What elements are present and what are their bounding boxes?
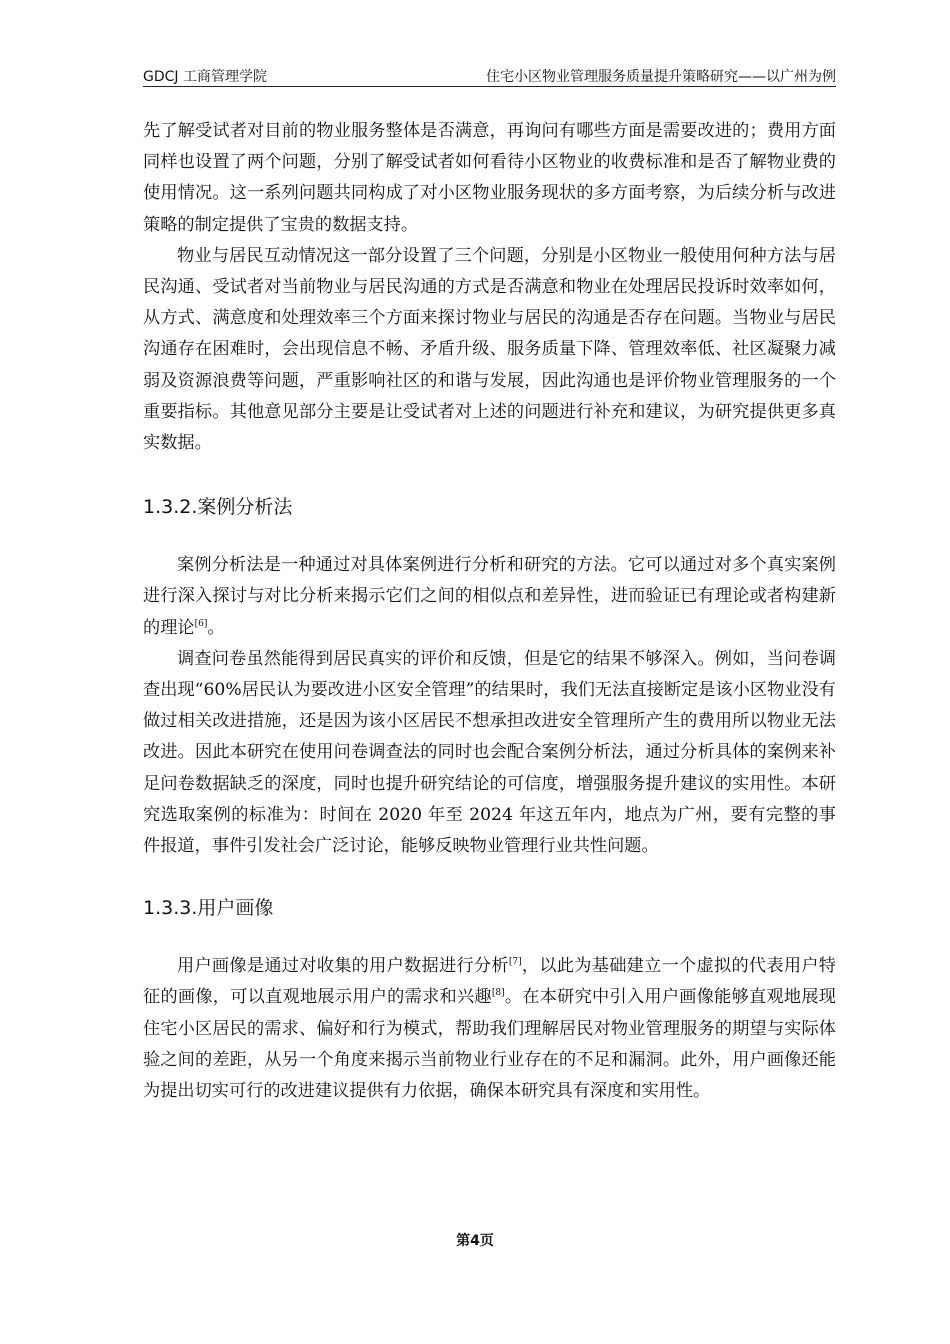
header-thesis-title: 住宅小区物业管理服务质量提升策略研究——以广州为例 xyxy=(486,69,836,85)
paragraph-text-end: 。 xyxy=(207,617,225,638)
paragraph-text-a: 用户画像是通过对收集的用户数据进行分析 xyxy=(177,956,509,977)
paragraph-text-b: ，以此为基础建立一个虚拟的代表用户特征的画像，可以直观地展示用户的需求和兴趣 xyxy=(143,956,836,1008)
citation-8: [8] xyxy=(491,988,505,999)
citation-7: [7] xyxy=(508,957,522,968)
paragraph-case-analysis-definition xyxy=(143,550,836,644)
paragraph-text-c: 。在本研究中引入用户画像能够直观地展现住宅小区居民的需求、偏好和行为模式，帮助我们理解居民对物业管理服务的期望与实际体验之间的差距，从另一个角度来揭示当前物业行业存在的不足和漏洞。此外，用户画像还能为提出切实可行的改进建议提供有力依据，确保本研究具有深度和实用性。 xyxy=(143,987,836,1102)
paragraph-case-analysis-reason: 调查问卷虽然能得到居民真实的评价和反馈，但是它的结果不够深入。例如，当问卷调查出现“60%居民认为要改进小区安全管理”的结果时，我们无法直接断定是该小区物业没有做过相关改进措施，还是因为该小区居民不想承担改进安全管理所产生的费用所以物业无法改进。因此本研究在使用问卷调查法的同时也会配合案例分析法，通过分析具体的案例来补足问卷数据缺乏的深度，同时也提升研究结论的可信度，增强服务提升建议的实用性。本研究选取案例的标准为：时间在 2020 年至 2024 年这五年内，地点为广州，要有完整的事件报道，事件引发社会广泛讨论，能够反映物业管理行业共性问题。 xyxy=(143,648,836,857)
paragraph-text: 案例分析法是一种通过对具体案例进行分析和研究的方法。它可以通过对多个真实案例进行深入探讨与对比分析来揭示它们之间的相似点和差异性，进而验证已有理论或者构建新的理论 xyxy=(143,555,836,638)
citation-6: [6] xyxy=(194,618,208,629)
section-heading-user-persona: 1.3.3.用户画像 xyxy=(143,897,274,920)
paragraph-continued: 先了解受试者对目前的物业服务整体是否满意，再询问有哪些方面是需要改进的；费用方面同样也设置了两个问题，分别了解受试者如何看待小区物业的收费标准和是否了解物业费的使用情况。这一系列问题共同构成了对小区物业服务现状的多方面考察，为后续分析与改进策略的制定提供了宝贵的数据支持。 xyxy=(143,121,836,235)
paragraph-interaction: 物业与居民互动情况这一部分设置了三个问题，分别是小区物业一般使用何种方法与居民沟通、受试者对当前物业与居民沟通的方式是否满意和物业在处理居民投诉时效率如何，从方式、满意度和处理效率三个方面来探讨物业与居民的沟通是否存在问题。当物业与居民沟通存在困难时，会出现信息不畅、矛盾升级、服务质量下降、管理效率低、社区凝聚力减弱及资源浪费等问题，严重影响社区的和谐与发展，因此沟通也是评价物业管理服务的一个重要指标。其他意见部分主要是让受试者对上述的问题进行补充和建议，为研究提供更多真实数据。 xyxy=(143,245,836,454)
header-school: GDCJ 工商管理学院 xyxy=(143,69,267,85)
section-heading-case-analysis: 1.3.2.案例分析法 xyxy=(143,496,293,519)
document-body xyxy=(143,116,836,1107)
paragraph-user-persona xyxy=(143,951,836,1107)
page-header xyxy=(143,66,836,87)
page-number: 第4页 xyxy=(456,1233,494,1249)
